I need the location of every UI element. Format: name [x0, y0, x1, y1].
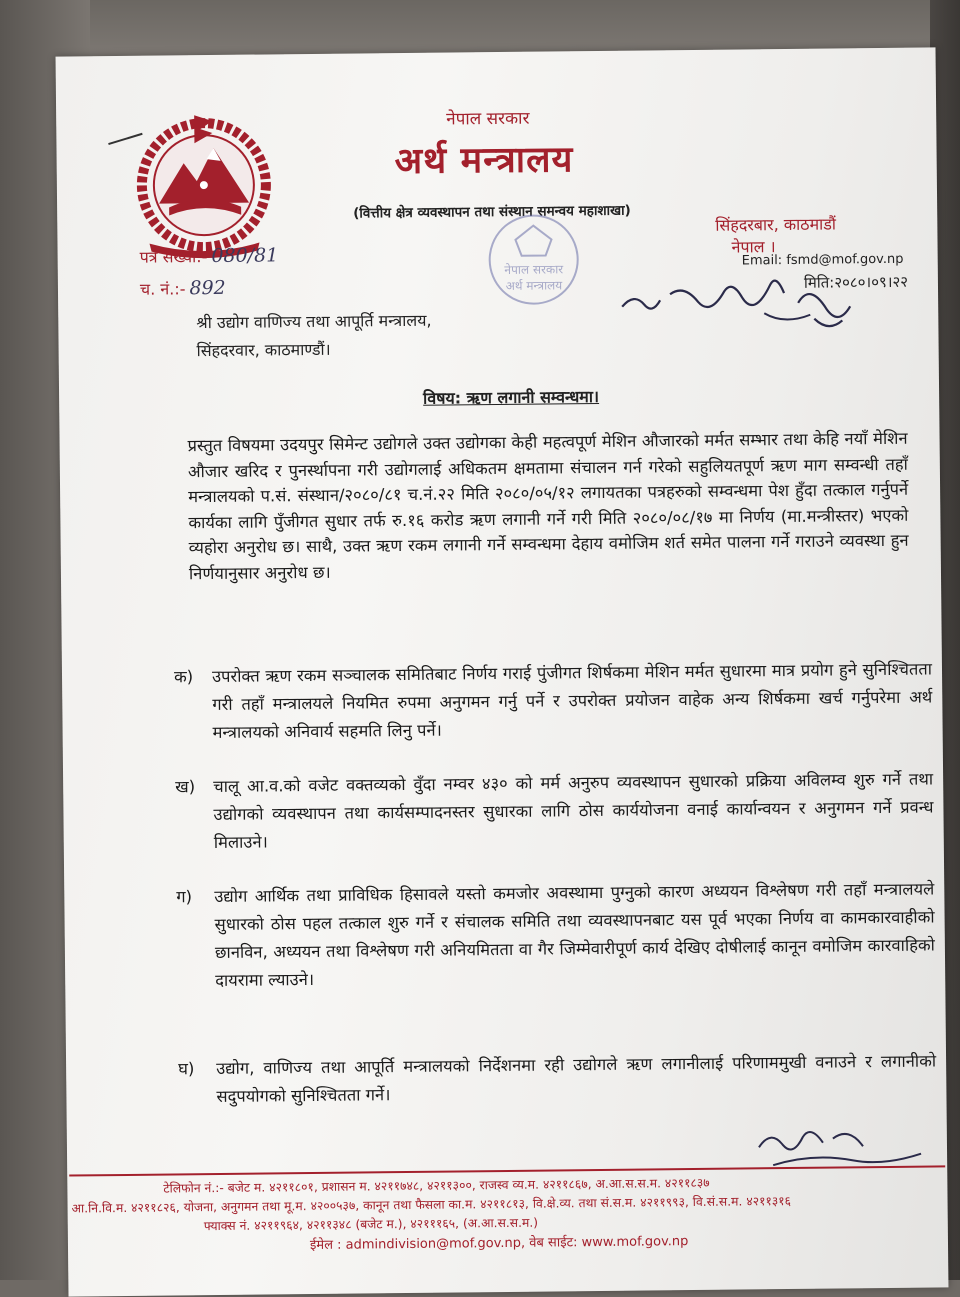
condition-item — [166, 1047, 937, 1111]
dispatch-number-label: च. नं.:- — [139, 279, 186, 299]
condition-text: उद्योग, वाणिज्य तथा आपूर्ति मन्त्रालयको निर्देशनमा रही उद्योगले ऋण लगानीलाई परिणाममुखी वनाउने र लगानीको सदुपयोगको सुनिश्चितता गर्ने। — [216, 1051, 937, 1107]
footer-phone-line: टेलिफोन नं.:- बजेट म. ४२११८०१, प्रशासन म. ४२११७४८, ४२११३००, राजस्व व्य.म. ४२११८६७, अ.आ.स.स.म. ४२११८३७ — [163, 1175, 710, 1196]
footer-email-web: ईमेल : admindivision@mof.gov.np, वेब साईट: www.mof.gov.np — [309, 1234, 689, 1254]
ministry-title: अर्थ मन्त्रालय — [394, 139, 574, 183]
condition-marker: क) — [173, 667, 194, 687]
address-line-2: नेपाल । — [731, 237, 776, 257]
condition-marker: ग) — [176, 887, 193, 907]
footer-phone-line-2: आ.नि.वि.म. ४२११८२६, योजना, अनुगमन तथा मू.म. ४२००५३७, कानून तथा फैसला का.म. ४२११८१३, वि.क्षे.व्य. तथा सं.स.म. ४२११९९३, वि.सं.स.म. ४२११३१६ — [71, 1194, 792, 1216]
letter-number-label: पत्र संख्या:- — [139, 247, 208, 267]
letter-date: मिति:२०८०।०९।२२ — [803, 272, 909, 292]
closing-signature-icon — [753, 1116, 934, 1174]
condition-text: उपरोक्त ऋण रकम सञ्चालक समितिबाट निर्णय गराई पुंजीगत शिर्षकमा मेशिन मर्मत सुधारमा मात्र प्रयोग हुने सुनिश्चितता गरी तहाँ मन्त्रालयले नियमित रुपमा अनुगमन गर्नु पर्ने र उपरोक्त प्रयोजन वाहेक अन्य शिर्षकमा खर्च गर्नुपरेमा अर्थ मन्त्रालयको अनिवार्य सहमति लिनु पर्ने। — [211, 659, 933, 743]
government-name: नेपाल सरकार — [446, 108, 530, 130]
division-name: (वित्तीय क्षेत्र व्यवस्थापन तथा संस्थान समन्वय महाशाखा) — [353, 202, 631, 222]
government-emblem-icon — [128, 102, 280, 264]
recipient-line-2: सिंहदरवार, काठमाण्डौं। — [196, 339, 331, 361]
condition-text: चालू आ.व.को वजेट वक्तव्यको वुँदा नम्वर ४३० को मर्म अनुरुप व्यवस्थापन सुधारको प्रक्रिया अविलम्व शुरु गर्ने तथा उद्योगको व्यवस्थापन तथा कार्यसम्पादनस्तर सुधारका लागि ठोस कार्ययोजना वनाई कार्यान्वयन र अनुगमन गर्ने प्रवन्ध मिलाउने। — [213, 769, 934, 853]
condition-item — [164, 875, 935, 995]
condition-item — [163, 765, 934, 857]
condition-item — [162, 655, 933, 747]
dispatch-number — [140, 277, 226, 300]
letter-subject: विषय: ऋण लगानी सम्वन्धमा। — [423, 386, 600, 408]
handwritten-signature-icon — [614, 262, 875, 345]
condition-marker: घ) — [178, 1059, 195, 1079]
svg-text:अर्थ मन्त्रालय: अर्थ मन्त्रालय — [505, 278, 563, 293]
header-email: Email: fsmd@mof.gov.np — [741, 251, 904, 269]
address-line-1: सिंहदरबार, काठमाडौं — [715, 214, 837, 235]
ministry-stamp-icon — [485, 211, 582, 308]
svg-text:नेपाल सरकार: नेपाल सरकार — [504, 262, 564, 277]
body-paragraph: प्रस्तुत विषयमा उदयपुर सिमेन्ट उद्योगले उक्त उद्योगका केही महत्वपूर्ण मेशिन औजारको मर्मत सम्भार तथा केहि नयाँ मेशिन औजार खरिद र पुनर्स्थापना गरी उद्योगलाई अधिकतम क्षमतामा संचालन गर्न गरेको सहुलियतपूर्ण ऋण माग सम्वन्धी तहाँ मन्त्रालयको प.सं. संस्थान/२०८०/८१ च.नं.२२ मिति २०८०/०५/१२ लगायतका पत्रहरुको सम्वन्धमा पेश हुँदा तत्काल गर्नुपर्ने कार्यका लागि पुँजीगत सुधार तर्फ रु.१६ करोड ऋण लगानी गर्ने गरी मिति २०८०/०८/१७ मा निर्णय (मा.मन्त्रीस्तर) भएको व्यहोरा अनुरोध छ। साथै, उक्त ऋण रकम लगानी गर्ने सम्वन्धमा देहाय वमोजिम शर्त समेत पालना गर्ने गराउने व्यवस्था हुन निर्णयानुसार अनुरोध छ। — [187, 428, 909, 584]
letter-paper — [56, 47, 949, 1296]
footer-fax-line: फ्याक्स नं. ४२११९६४, ४२११३४८ (बजेट म.), ४२१११६५, (अ.आ.स.स.म.) — [203, 1215, 539, 1234]
dispatch-number-value: 892 — [189, 276, 226, 300]
letter-number — [140, 244, 279, 267]
letter-number-value: 080/81 — [211, 244, 279, 268]
recipient-line-1: श्री उद्योग वाणिज्य तथा आपूर्ति मन्त्रालय, — [196, 310, 432, 333]
condition-marker: ख) — [175, 777, 196, 797]
condition-text: उद्योग आर्थिक तथा प्राविधिक हिसावले यस्तो कमजोर अवस्थामा पुग्नुको कारण अध्ययन विश्लेषण गरी तहाँ मन्त्रालयले सुधारको ठोस पहल तत्काल शुरु गर्ने र संचालक समिति तथा व्यवस्थापनबाट यस पूर्व भएका निर्णय वा कामकारवाहीको छानविन, अध्ययन तथा विश्लेषण गरी अनियमितता वा गैर जिम्मेवारीपूर्ण कार्य देखिए दोषीलाई कानून वमोजिम कारवाहिको दायरामा ल्याउने। — [214, 879, 935, 991]
